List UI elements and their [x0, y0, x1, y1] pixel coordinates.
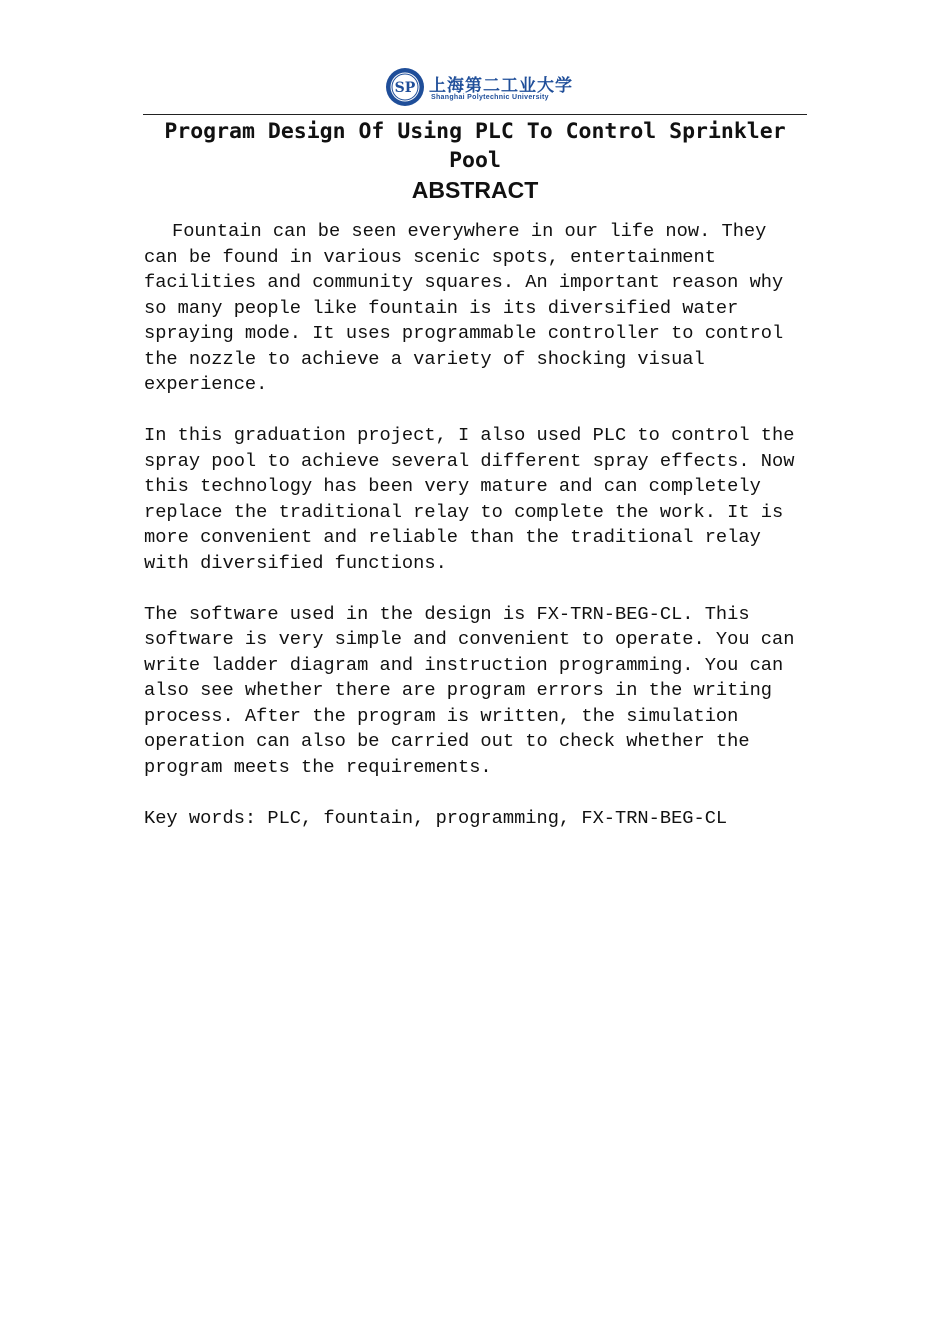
abstract-heading: ABSTRACT — [411, 177, 539, 203]
keywords-line: Key words: PLC, fountain, programming, FX-TRN-BEG-CL — [144, 806, 728, 829]
university-seal-icon — [385, 67, 425, 107]
logo-monogram: SP — [394, 80, 416, 96]
abstract-paragraph-1: Fountain can be seen everywhere in our life now. They can be found in various scenic spots, entertainment facilities and community squares. An important reason why so many people like fountain is its diversified water spraying mode. It uses programmable controller to control the nozzle to achieve a variety of shocking visual experience. — [144, 220, 784, 395]
document-title: Program Design Of Using PLC To Control Sprinkler Pool — [164, 119, 786, 173]
logo-chinese-name: 上海第二工业大学 — [429, 76, 573, 96]
abstract-body — [144, 219, 808, 857]
abstract-paragraph-3: The software used in the design is FX-TRN-BEG-CL. This software is very simple and convenient to operate. You can write ladder diagram and instruction programming. You can also see whether there are program errors in the writing process. After the program is written, the simulation operation can also be carried out to check whether the program meets the requirements. — [144, 602, 795, 778]
abstract-paragraph-2: In this graduation project, I also used PLC to control the spray pool to achieve several different spray effects. Now this technology has been very mature and can completely replace the traditional relay to complete the work. It is more convenient and reliable than the traditional relay with diversified functions. — [144, 424, 795, 574]
university-logo — [385, 67, 585, 109]
logo-english-name: Shanghai Polytechnic University — [431, 94, 549, 101]
page-header — [143, 64, 807, 115]
